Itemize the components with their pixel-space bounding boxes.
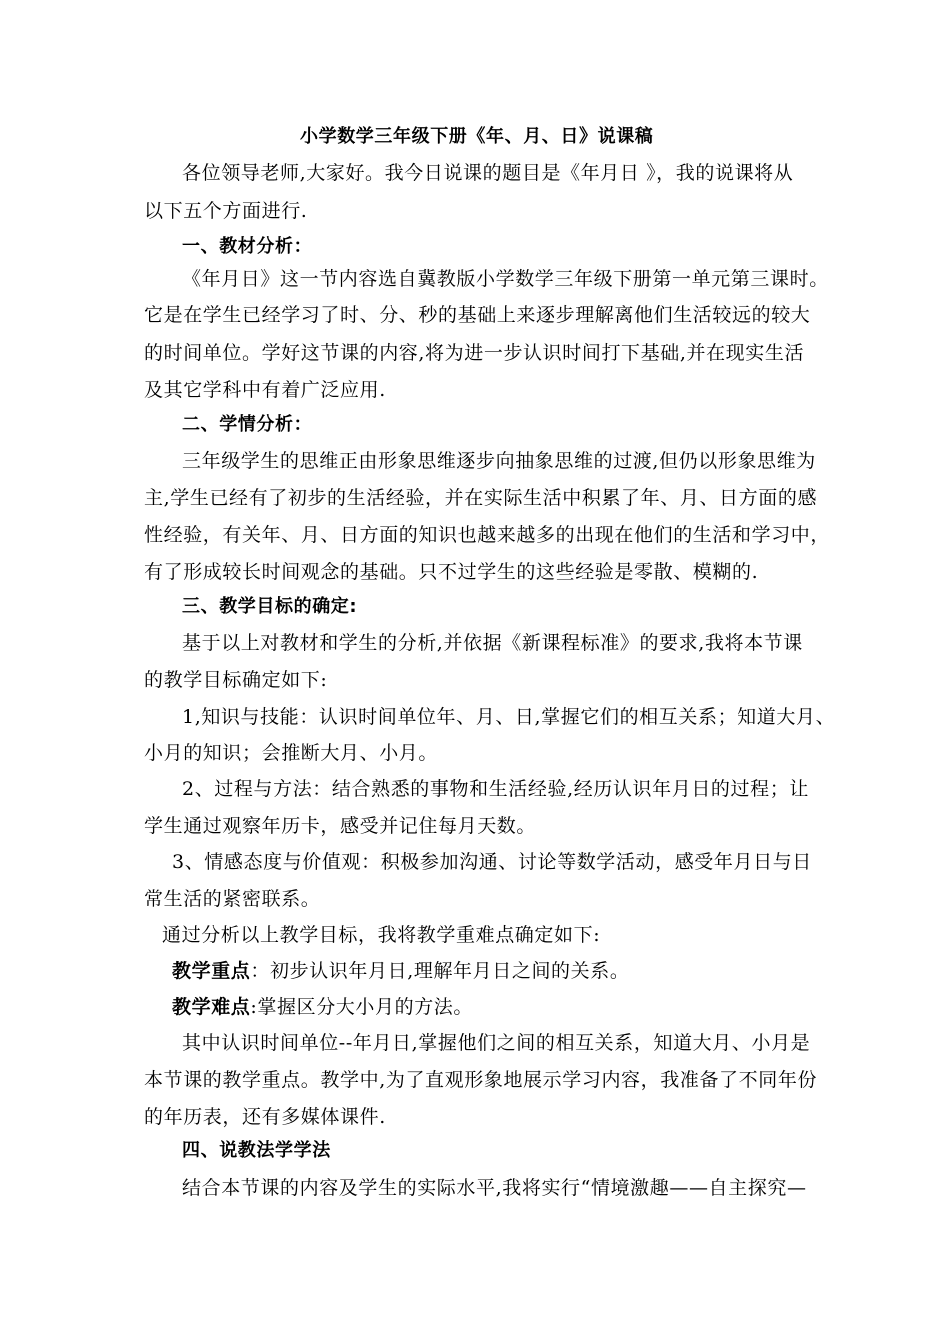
intro-line-1: 各位领导老师,大家好。我今日说课的题目是《年月日 》，我的说课将从 [182, 162, 794, 184]
difficulty-label: 教学难点 [172, 996, 251, 1018]
section-2-line-2: 主,学生已经有了初步的生活经验，并在实际生活中积累了年、月、日方面的感 [144, 487, 818, 509]
section-4-line-1: 结合本节课的内容及学生的实际水平,我将实行“情境激趣——自主探究— [182, 1177, 807, 1199]
section-3-line-3: 1,知识与技能：认识时间单位年、月、日,掌握它们的相互关系；知道大月、 [182, 706, 836, 728]
key-point-label: 教学重点 [172, 960, 251, 982]
section-3-line-5: 2、过程与方法：结合熟悉的事物和生活经验,经历认识年月日的过程；让 [182, 778, 809, 800]
section-1-line-2: 它是在学生已经学习了时、分、秒的基础上来逐步理解离他们生活较远的较大 [144, 304, 811, 326]
section-3-line-2: 的教学目标确定如下: [144, 669, 328, 691]
section-2-line-4: 有了形成较长时间观念的基础。只不过学生的这些经验是零散、模糊的. [144, 561, 759, 583]
section-3-after-line-2: 本节课的教学重点。教学中,为了直观形象地展示学习内容，我准备了不同年份 [144, 1069, 818, 1091]
section-3-line-1: 基于以上对教材和学生的分析,并依据《新课程标准》的要求,我将本节课 [182, 632, 803, 654]
key-point-line [172, 958, 629, 984]
section-3-heading: 三、教学目标的确定: [182, 596, 358, 617]
difficulty-text: :掌握区分大小月的方法。 [250, 996, 474, 1018]
section-3-line-9: 通过分析以上教学目标，我将教学重难点确定如下: [162, 924, 601, 946]
section-1-line-3: 的时间单位。学好这节课的内容,将为进一步认识时间打下基础,并在现实生活 [144, 342, 805, 364]
section-3-line-7: 3、情感态度与价值观：积极参加沟通、讨论等数学活动，感受年月日与日 [172, 851, 812, 873]
section-1-line-4: 及其它学科中有着广泛应用. [144, 379, 386, 401]
section-2-heading: 二、学情分析： [182, 414, 313, 435]
section-3-line-8: 常生活的紧密联系。 [144, 888, 321, 910]
intro-line-2: 以下五个方面进行. [144, 200, 308, 222]
section-2-line-3: 性经验，有关年、月、日方面的知识也越来越多的出现在他们的生活和学习中， [144, 524, 831, 546]
section-3-line-4: 小月的知识；会推断大月、小月。 [144, 742, 439, 764]
key-point-text: ：初步认识年月日,理解年月日之间的关系。 [250, 960, 630, 982]
section-2-line-1: 三年级学生的思维正由形象思维逐步向抽象思维的过渡,但仍以形象思维为 [182, 450, 816, 472]
section-4-heading: 四、说教法学学法 [182, 1140, 331, 1161]
section-1-heading: 一、教材分析： [182, 236, 313, 257]
difficulty-line [172, 994, 473, 1020]
document-title: 小学数学三年级下册《年、月、日》说课稿 [300, 126, 654, 147]
section-1-line-1: 《年月日》这一节内容选自冀教版小学数学三年级下册第一单元第三课时。 [182, 268, 829, 290]
section-3-line-6: 学生通过观察年历卡，感受并记住每月天数。 [144, 815, 537, 837]
section-3-after-line-1: 其中认识时间单位--年月日,掌握他们之间的相互关系，知道大月、小月是 [182, 1032, 811, 1054]
section-3-after-line-3: 的年历表，还有多媒体课件. [144, 1106, 386, 1128]
